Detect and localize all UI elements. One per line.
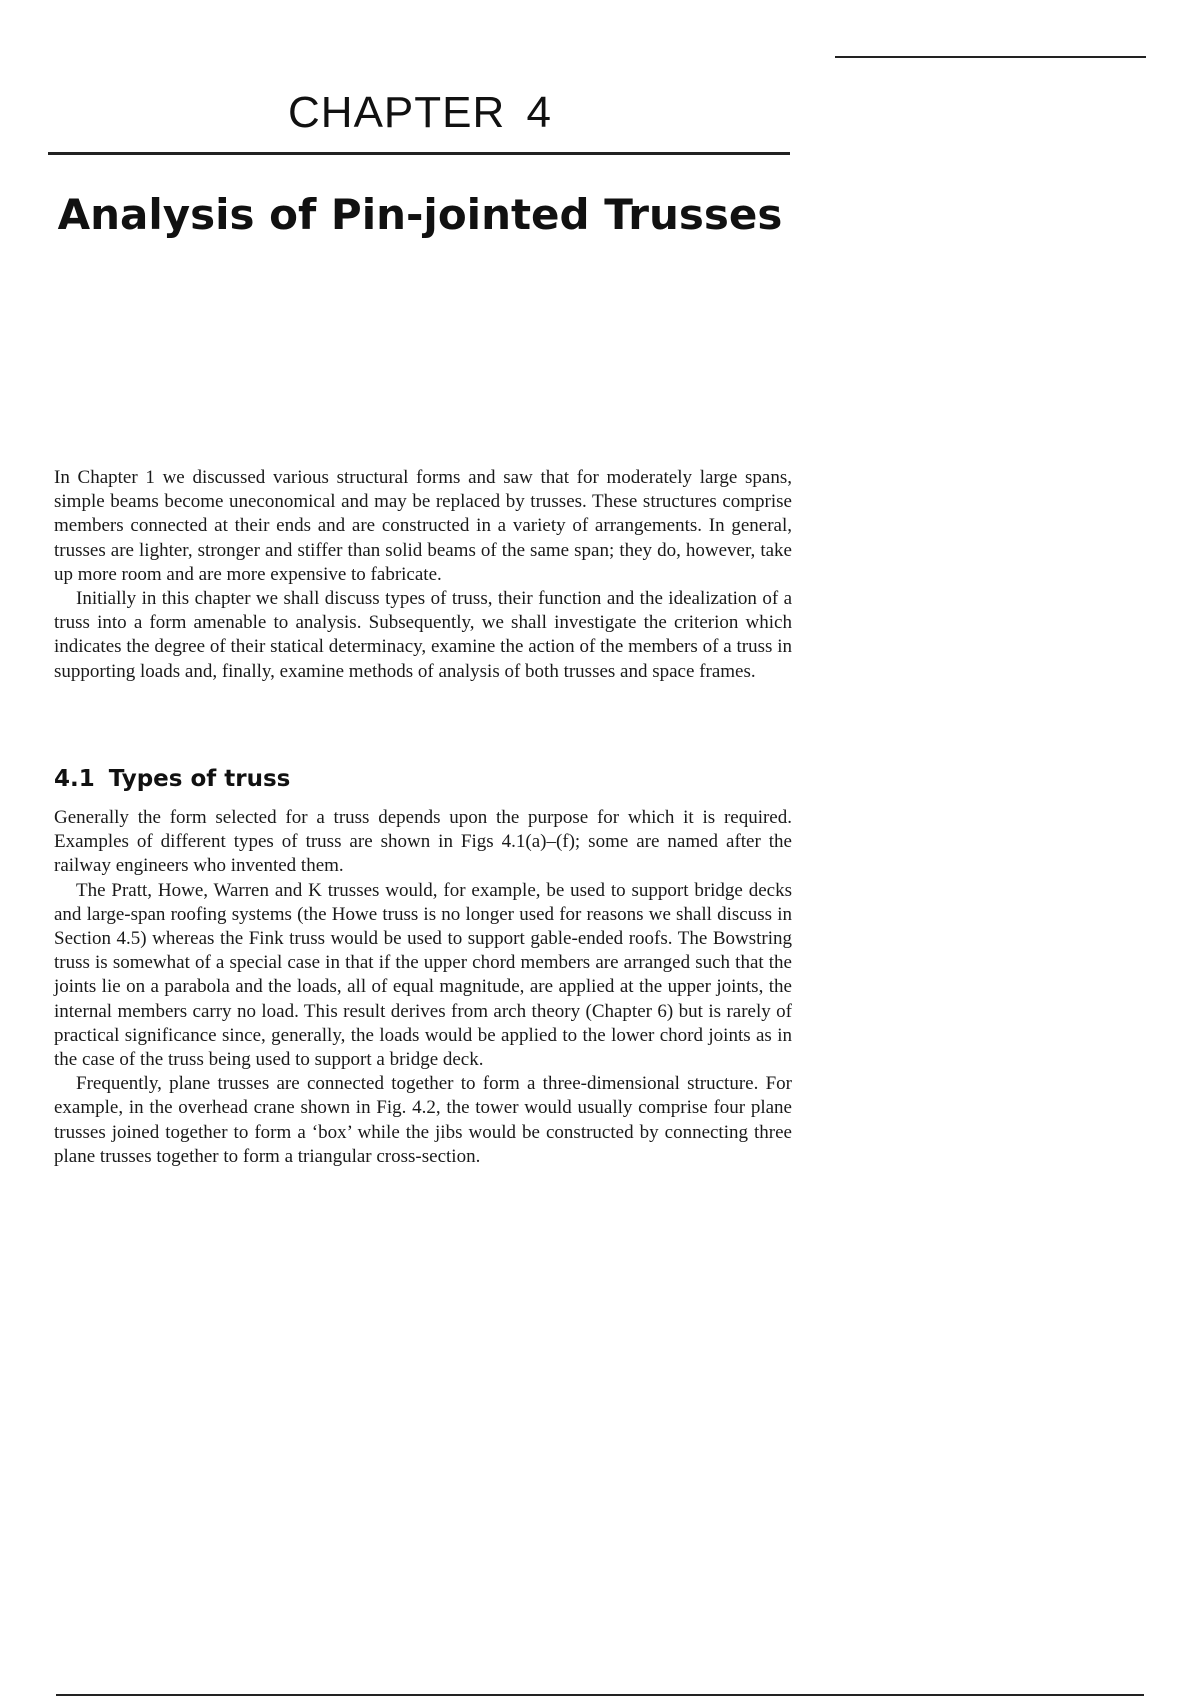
section-number: 4.1 (54, 766, 95, 792)
section-paragraph-3: Frequently, plane trusses are connected together to form a three-dimensional structure. For example, in the overhead crane shown in Fig. 4.2, the tower would usually comprise four plane trusses joined together to form a ‘box’ while the jibs would be constructed by connecting three plane trusses together to form a triangular cross-section. (54, 1073, 792, 1167)
section-text (54, 806, 792, 1169)
footer-rule (56, 1694, 1144, 1696)
intro-paragraph-1: In Chapter 1 we discussed various structural forms and saw that for moderately large spans, simple beams become uneconomical and may be replaced by trusses. These structures comprise members connected at their ends and are constructed in a variety of arrangements. In general, trusses are lighter, stronger and stiffer than solid beams of the same span; they do, however, take up more room and are more expensive to fabricate. (54, 467, 792, 585)
section-title: Types of truss (108, 766, 291, 792)
chapter-label: CHAPTER 4 (288, 88, 552, 137)
header-rule (835, 56, 1146, 58)
intro-text (54, 466, 792, 684)
chapter-rule (48, 152, 790, 155)
section-paragraph-1: Generally the form selected for a truss depends upon the purpose for which it is required. Examples of different types of truss are shown in Figs 4.1(a)–(f); some are named after the railway engineers who invented them. (54, 807, 792, 877)
section-paragraph-2: The Pratt, Howe, Warren and K trusses would, for example, be used to support bridge decks and large-span roofing systems (the Howe truss is no longer used for reasons we shall discuss in Section 4.5) whereas the Fink truss would be used to support gable-ended roofs. The Bowstring truss is somewhat of a special case in that if the upper chord members are arranged such that the joints lie on a parabola and the loads, all of equal magnitude, are applied at the upper joints, the internal members carry no load. This result derives from arch theory (Chapter 6) but is rarely of practical significance since, generally, the loads would be applied to the lower chord joints as in the case of the truss being used to support a bridge deck. (54, 879, 792, 1071)
chapter-title: Analysis of Pin-jointed Trusses (57, 190, 783, 239)
intro-paragraph-2: Initially in this chapter we shall discuss types of truss, their function and the idealization of a truss into a form amenable to analysis. Subsequently, we shall investigate the criterion which indicates the degree of their statical determinacy, examine the action of the members of a truss in supporting loads and, finally, examine methods of analysis of both trusses and space frames. (54, 588, 792, 682)
section-heading (54, 766, 290, 792)
